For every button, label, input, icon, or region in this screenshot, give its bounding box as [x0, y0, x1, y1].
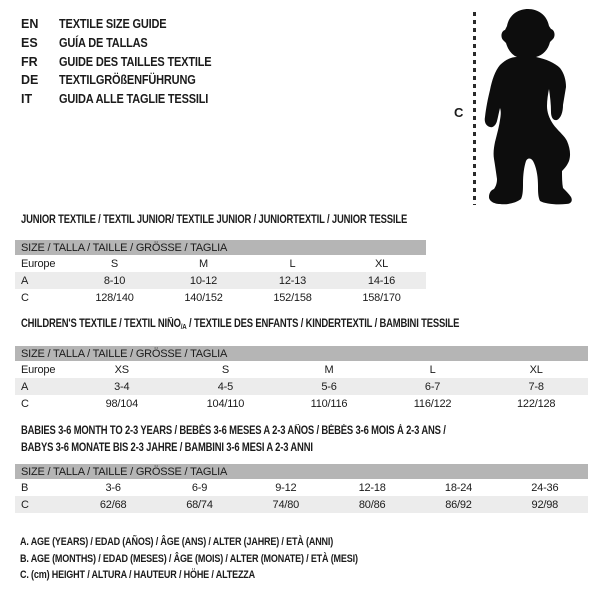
footnote-legend: [20, 534, 432, 584]
language-title: TEXTILGRÖßENFÜHRUNG: [59, 73, 196, 88]
table-cell: 7-8: [528, 380, 544, 393]
table-row-age: [15, 378, 588, 395]
table-cell: 8-10: [103, 274, 126, 287]
language-title: GUÍA DE TALLAS: [59, 36, 148, 51]
table-cell: 122/128: [516, 397, 556, 410]
table-cell: 4-5: [217, 380, 234, 393]
table-cell: 9-12: [275, 481, 297, 494]
row-label: C: [21, 291, 29, 304]
table-cell: 140/152: [184, 291, 223, 304]
language-code: DE: [21, 73, 39, 88]
table-header-bar: [15, 464, 588, 479]
babies-size-table: [15, 464, 588, 513]
table-cell: 86/92: [445, 498, 472, 511]
junior-section-title: [21, 212, 492, 229]
row-label: B: [21, 481, 29, 494]
footnote-a: [20, 534, 432, 551]
table-cell: 98/104: [105, 397, 139, 410]
children-section-title-text: [21, 316, 459, 336]
junior-size-table: [15, 240, 426, 306]
table-header-label: SIZE / TALLA / TAILLE / GRÖSSE / TAGLIA: [21, 241, 228, 254]
footnote-b: [20, 551, 432, 568]
children-section-title: [21, 316, 555, 336]
row-label: A: [21, 274, 29, 287]
table-cell: 110/116: [310, 397, 348, 410]
table-cell: L: [289, 257, 296, 270]
table-row-months: [15, 479, 588, 496]
language-title: GUIDA ALLE TAGLIE TESSILI: [59, 92, 209, 107]
footnote-a-text: A. AGE (YEARS) / EDAD (AÑOS) / ÂGE (ANS) / ALTER (JAHRE) / ETÀ (ANNI): [20, 536, 334, 548]
table-row-europe: [15, 255, 426, 272]
table-cell: 6-7: [424, 380, 441, 393]
table-cell: 80/86: [358, 498, 386, 511]
table-cell: 5-6: [321, 380, 337, 393]
table-cell: 104/110: [206, 397, 245, 410]
row-label: C: [21, 498, 29, 511]
babies-section-title: [21, 423, 539, 456]
table-cell: 24-36: [531, 481, 559, 494]
table-cell: 10-12: [189, 274, 218, 287]
babies-section-title-line2: BABYS 3-6 MONATE BIS 2-3 JAHRE / BAMBINI 3-6 MESI A 2-3 ANNI: [21, 441, 313, 454]
junior-section-title-text: JUNIOR TEXTILE / TEXTIL JUNIOR/ TEXTILE JUNIOR / JUNIORTEXTIL / JUNIOR TESSILE: [21, 214, 408, 226]
language-code: EN: [21, 17, 39, 32]
table-cell: S: [221, 363, 229, 376]
table-cell: S: [110, 257, 119, 270]
row-label: C: [21, 397, 29, 410]
language-code: ES: [21, 36, 38, 51]
table-cell: 12-13: [278, 274, 307, 287]
table-cell: 3-4: [114, 380, 130, 393]
table-cell: M: [324, 363, 334, 376]
language-code: IT: [21, 92, 33, 107]
language-row-fr: [21, 52, 232, 71]
title-part: CHILDREN'S TEXTILE / TEXTIL NIÑO: [21, 318, 181, 330]
language-row-es: [21, 34, 232, 53]
table-cell: XL: [374, 257, 389, 270]
language-row-it: [21, 90, 232, 109]
language-code: FR: [21, 54, 38, 69]
children-size-table: [15, 346, 588, 412]
table-cell: 116/122: [413, 397, 452, 410]
language-row-en: [21, 15, 232, 34]
table-cell: 3-6: [105, 481, 121, 494]
table-cell: 128/140: [95, 291, 134, 304]
row-label: Europe: [21, 257, 56, 270]
title-part: / TEXTILE DES ENFANTS / KINDERTEXTIL / BAMBINI TESSILE: [186, 318, 460, 330]
footnote-b-text: B. AGE (MONTHS) / EDAD (MESES) / ÂGE (MOIS) / ALTER (MONATE) / ETÀ (MESI): [20, 552, 358, 565]
table-header-bar: [15, 240, 426, 255]
table-header-label: SIZE / TALLA / TAILLE / GRÖSSE / TAGLIA: [21, 465, 228, 478]
table-cell: 158/170: [362, 291, 401, 304]
table-cell: 12-18: [358, 481, 386, 494]
footnote-c-text: C. (cm) HEIGHT / ALTURA / HAUTEUR / HÖHE / ALTEZZA: [20, 569, 256, 581]
table-cell: 92/98: [531, 498, 559, 511]
table-row-age: [15, 272, 426, 289]
table-header-bar: [15, 346, 588, 361]
row-label: A: [21, 380, 29, 393]
language-title: GUIDE DES TAILLES TEXTILE: [59, 54, 212, 69]
footnote-c: [20, 567, 432, 584]
table-row-europe: [15, 361, 588, 378]
row-label: Europe: [21, 363, 56, 376]
table-row-height: [15, 496, 588, 513]
table-cell: M: [199, 257, 208, 270]
title-subscript: /A: [180, 322, 187, 331]
table-cell: XL: [529, 363, 543, 376]
table-cell: 74/80: [272, 498, 300, 511]
table-row-height: [15, 289, 426, 306]
table-header-label: SIZE / TALLA / TAILLE / GRÖSSE / TAGLIA: [21, 347, 228, 360]
table-cell: 14-16: [367, 274, 396, 287]
table-cell: 152/158: [273, 291, 312, 304]
table-cell: 18-24: [444, 481, 473, 494]
table-cell: 62/68: [99, 498, 127, 511]
language-title: TEXTILE SIZE GUIDE: [59, 17, 167, 32]
language-row-de: [21, 71, 232, 90]
table-row-height: [15, 395, 588, 412]
language-title-list: [21, 15, 232, 108]
table-cell: 68/74: [186, 498, 213, 511]
height-marker-label: C: [454, 105, 464, 120]
table-cell: L: [429, 363, 436, 376]
babies-section-title-line1: BABIES 3-6 MONTH TO 2-3 YEARS / BEBÉS 3-6 MESES A 2-3 AÑOS / BÉBÉS 3-6 MOIS À 2-3 ANS /: [21, 425, 446, 437]
baby-silhouette: [475, 0, 595, 210]
table-cell: 6-9: [191, 481, 208, 494]
table-cell: XS: [114, 363, 129, 376]
